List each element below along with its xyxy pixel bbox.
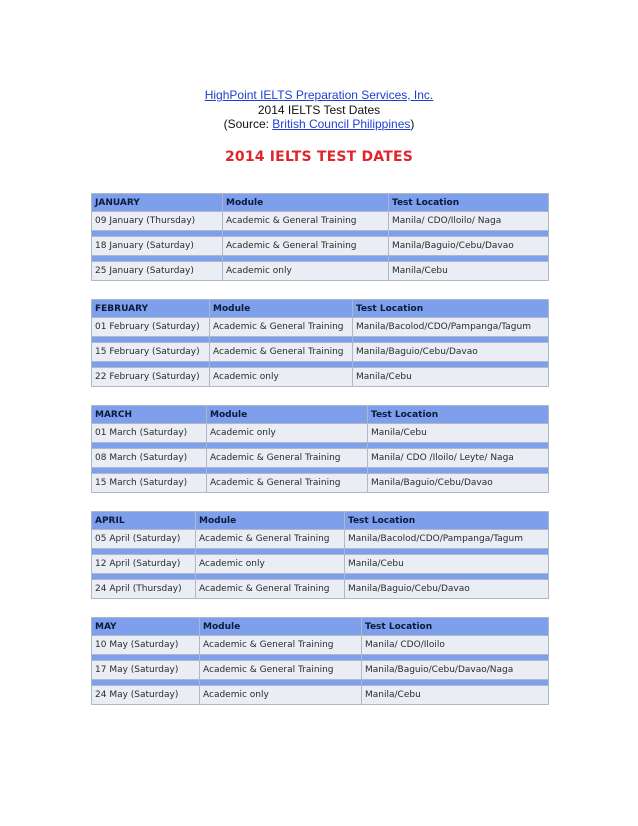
location-cell: Manila/ CDO/Iloilo — [362, 636, 549, 655]
month-table-march — [91, 405, 549, 493]
location-cell: Manila/Baguio/Cebu/Davao — [389, 237, 549, 256]
location-cell: Manila/Baguio/Cebu/Davao/Naga — [362, 661, 549, 680]
module-cell: Academic & General Training — [200, 636, 362, 655]
month-table-january — [91, 193, 549, 281]
date-cell: 05 April (Saturday) — [92, 530, 196, 549]
location-cell: Manila/ CDO /Iloilo/ Leyte/ Naga — [368, 449, 549, 468]
banner-title: 2014 IELTS TEST DATES — [224, 149, 414, 165]
month-table-february — [91, 299, 549, 387]
month-header: JANUARY — [92, 194, 223, 212]
location-header: Test Location — [353, 300, 549, 318]
location-cell: Manila/Cebu — [389, 262, 549, 281]
date-cell: 25 January (Saturday) — [92, 262, 223, 281]
source-line — [0, 117, 638, 132]
source-link[interactable]: British Council Philippines — [272, 117, 411, 131]
location-cell: Manila/Baguio/Cebu/Davao — [353, 343, 549, 362]
module-cell: Academic & General Training — [196, 530, 345, 549]
date-cell: 01 February (Saturday) — [92, 318, 210, 337]
month-header: MAY — [92, 618, 200, 636]
location-header: Test Location — [362, 618, 549, 636]
company-link[interactable]: HighPoint IELTS Preparation Services, Inc. — [204, 88, 434, 102]
source-prefix: (Source: — [223, 117, 273, 131]
table-row — [92, 262, 549, 281]
module-cell: Academic & General Training — [200, 661, 362, 680]
module-cell: Academic only — [207, 424, 368, 443]
location-cell: Manila/Bacolod/CDO/Pampanga/Tagum — [353, 318, 549, 337]
table-row — [92, 449, 549, 468]
date-cell: 10 May (Saturday) — [92, 636, 200, 655]
location-cell: Manila/Cebu — [368, 424, 549, 443]
module-cell: Academic & General Training — [207, 449, 368, 468]
table-row — [92, 368, 549, 387]
location-cell: Manila/ CDO/Iloilo/ Naga — [389, 212, 549, 231]
month-header: APRIL — [92, 512, 196, 530]
date-cell: 22 February (Saturday) — [92, 368, 210, 387]
table-row — [92, 530, 549, 549]
table-header-row — [92, 512, 549, 530]
table-row — [92, 555, 549, 574]
date-cell: 18 January (Saturday) — [92, 237, 223, 256]
date-cell: 15 March (Saturday) — [92, 474, 207, 493]
location-header: Test Location — [368, 406, 549, 424]
document-subtitle: 2014 IELTS Test Dates — [257, 102, 381, 117]
module-cell: Academic & General Training — [196, 580, 345, 599]
module-cell: Academic & General Training — [210, 343, 353, 362]
date-cell: 17 May (Saturday) — [92, 661, 200, 680]
table-row — [92, 212, 549, 231]
module-header: Module — [200, 618, 362, 636]
table-row — [92, 424, 549, 443]
module-header: Module — [210, 300, 353, 318]
module-header: Module — [207, 406, 368, 424]
module-cell: Academic only — [210, 368, 353, 387]
module-cell: Academic only — [196, 555, 345, 574]
location-cell: Manila/Baguio/Cebu/Davao — [345, 580, 549, 599]
module-cell: Academic & General Training — [223, 212, 389, 231]
month-table-may — [91, 617, 549, 705]
table-row — [92, 237, 549, 256]
module-header: Module — [196, 512, 345, 530]
table-row — [92, 474, 549, 493]
date-cell: 08 March (Saturday) — [92, 449, 207, 468]
location-cell: Manila/Cebu — [353, 368, 549, 387]
module-header: Module — [223, 194, 389, 212]
table-row — [92, 661, 549, 680]
location-header: Test Location — [345, 512, 549, 530]
date-cell: 15 February (Saturday) — [92, 343, 210, 362]
month-table-april — [91, 511, 549, 599]
module-cell: Academic & General Training — [207, 474, 368, 493]
source-suffix: ) — [410, 117, 415, 131]
location-header: Test Location — [389, 194, 549, 212]
table-row — [92, 636, 549, 655]
month-header: MARCH — [92, 406, 207, 424]
module-cell: Academic only — [200, 686, 362, 705]
table-header-row — [92, 300, 549, 318]
location-cell: Manila/Cebu — [345, 555, 549, 574]
date-cell: 01 March (Saturday) — [92, 424, 207, 443]
location-cell: Manila/Bacolod/CDO/Pampanga/Tagum — [345, 530, 549, 549]
table-row — [92, 580, 549, 599]
location-cell: Manila/Baguio/Cebu/Davao — [368, 474, 549, 493]
module-cell: Academic only — [223, 262, 389, 281]
table-header-row — [92, 618, 549, 636]
date-cell: 24 May (Saturday) — [92, 686, 200, 705]
module-cell: Academic & General Training — [223, 237, 389, 256]
table-row — [92, 686, 549, 705]
month-header: FEBRUARY — [92, 300, 210, 318]
table-row — [92, 343, 549, 362]
document-header — [0, 88, 638, 132]
date-cell: 24 April (Thursday) — [92, 580, 196, 599]
location-cell: Manila/Cebu — [362, 686, 549, 705]
table-header-row — [92, 194, 549, 212]
date-cell: 12 April (Saturday) — [92, 555, 196, 574]
table-row — [92, 318, 549, 337]
module-cell: Academic & General Training — [210, 318, 353, 337]
table-header-row — [92, 406, 549, 424]
date-cell: 09 January (Thursday) — [92, 212, 223, 231]
